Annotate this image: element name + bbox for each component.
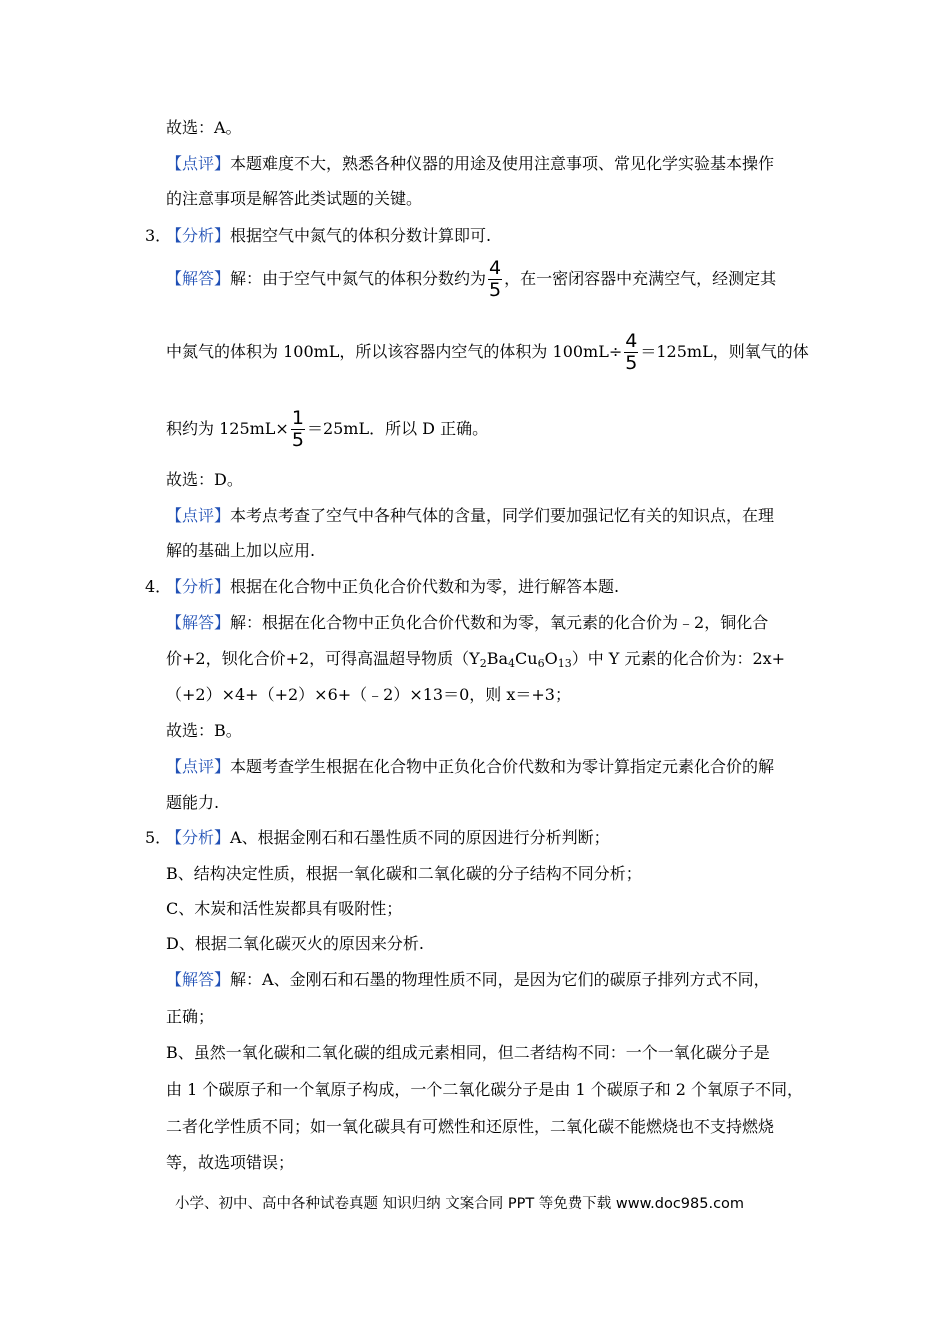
comment-tag: 【点评】 bbox=[166, 506, 231, 525]
page-footer: 小学、初中、高中各种试卷真题 知识归纳 文案合同 PPT 等免费下载 www.doc985.com bbox=[175, 1196, 745, 1212]
q5-answer-line1: 【解答】解：A、金刚石和石墨的物理性质不同，是因为它们的碳原子排列方式不同， bbox=[166, 970, 770, 989]
q5-answer-line4: 由 1 个碳原子和一个氧原子构成，一个二氧化碳分子是由 1 个碳原子和 2 个氧原子不同， bbox=[166, 1080, 804, 1099]
analysis-tag: 【分析】 bbox=[166, 577, 231, 596]
q5-analysis-b: B、结构决定性质，根据一氧化碳和二氧化碳的分子结构不同分析； bbox=[166, 864, 642, 883]
q4-answer-line3: （+2）×4+（+2）×6+（﹣2）×13＝0，则 x＝+3； bbox=[166, 685, 571, 704]
q5-number: 5． bbox=[145, 828, 172, 847]
q4-number: 4． bbox=[145, 577, 172, 596]
q3-select: 故选：D。 bbox=[166, 470, 243, 489]
comment-tag: 【点评】 bbox=[166, 154, 231, 173]
q2-comment: 【点评】本题难度不大，熟悉各种仪器的用途及使用注意事项、常见化学实验基本操作 bbox=[166, 154, 775, 173]
q4-analysis: 【分析】根据在化合物中正负化合价代数和为零，进行解答本题. bbox=[166, 577, 620, 596]
q5-analysis-d: D、根据二氧化碳灭火的原因来分析. bbox=[166, 934, 424, 953]
q2-comment-cont: 的注意事项是解答此类试题的关键。 bbox=[166, 189, 423, 208]
q3-answer-line2: 中氮气的体积为 100mL，所以该容器内空气的体积为 100mL÷ $\frac{4}{5}$ ＝125mL，则氧气的体 bbox=[166, 330, 809, 374]
answer-tag: 【解答】 bbox=[166, 613, 231, 632]
analysis-tag: 【分析】 bbox=[166, 828, 231, 847]
q3-answer-line1: 【解答】解：由于空气中氮气的体积分数约为 $\frac{4}{5}$ ，在一密闭容器中充满空气，经测定其 bbox=[166, 257, 777, 301]
analysis-tag: 【分析】 bbox=[166, 226, 231, 245]
q5-analysis-c: C、木炭和活性炭都具有吸附性； bbox=[166, 899, 403, 918]
fraction-four-fifths: $\frac{4}{5}$ bbox=[489, 257, 502, 301]
q4-answer-line2: 价+2，钡化合价+2，可得高温超导物质$(Y_2Ba_4Cu_6O_{13})$中 Y 元素的化合价为：2x+ bbox=[166, 649, 786, 670]
q5-answer-line5: 二者化学性质不同；如一氧化碳具有可燃性和还原性，二氧化碳不能燃烧也不支持燃烧 bbox=[166, 1117, 775, 1136]
q4-comment-cont: 题能力. bbox=[166, 793, 220, 812]
q3-number: 3． bbox=[145, 226, 172, 245]
fraction-one-fifth: $\frac{1}{5}$ bbox=[291, 407, 304, 451]
comment-tag: 【点评】 bbox=[166, 757, 231, 776]
q5-answer-line2: 正确； bbox=[166, 1007, 215, 1026]
q5-answer-line3: B、虽然一氧化碳和二氧化碳的组成元素相同，但二者结构不同：一个一氧化碳分子是 bbox=[166, 1043, 770, 1062]
answer-tag: 【解答】 bbox=[166, 970, 231, 989]
q3-comment: 【点评】本考点考查了空气中各种气体的含量，同学们要加强记忆有关的知识点，在理 bbox=[166, 506, 775, 525]
answer-tag: 【解答】 bbox=[166, 269, 231, 288]
q2-select: 故选：A。 bbox=[166, 118, 242, 137]
q5-answer-line6: 等，故选项错误； bbox=[166, 1153, 295, 1172]
q3-answer-line3: 积约为 125mL× $\frac{1}{5}$ ＝25mL．所以 D 正确。 bbox=[166, 407, 489, 451]
q4-comment: 【点评】本题考查学生根据在化合物中正负化合价代数和为零计算指定元素化合价的解 bbox=[166, 757, 775, 776]
fraction-four-fifths: $\frac{4}{5}$ bbox=[625, 330, 638, 374]
q4-select: 故选：B。 bbox=[166, 721, 242, 740]
q3-comment-cont: 解的基础上加以应用. bbox=[166, 541, 316, 560]
q4-answer-line1: 【解答】解：根据在化合物中正负化合价代数和为零，氧元素的化合价为﹣2，铜化合 bbox=[166, 613, 769, 632]
q5-analysis: 【分析】A、根据金刚石和石墨性质不同的原因进行分析判断； bbox=[166, 828, 610, 847]
q3-analysis: 【分析】根据空气中氮气的体积分数计算即可. bbox=[166, 226, 492, 245]
